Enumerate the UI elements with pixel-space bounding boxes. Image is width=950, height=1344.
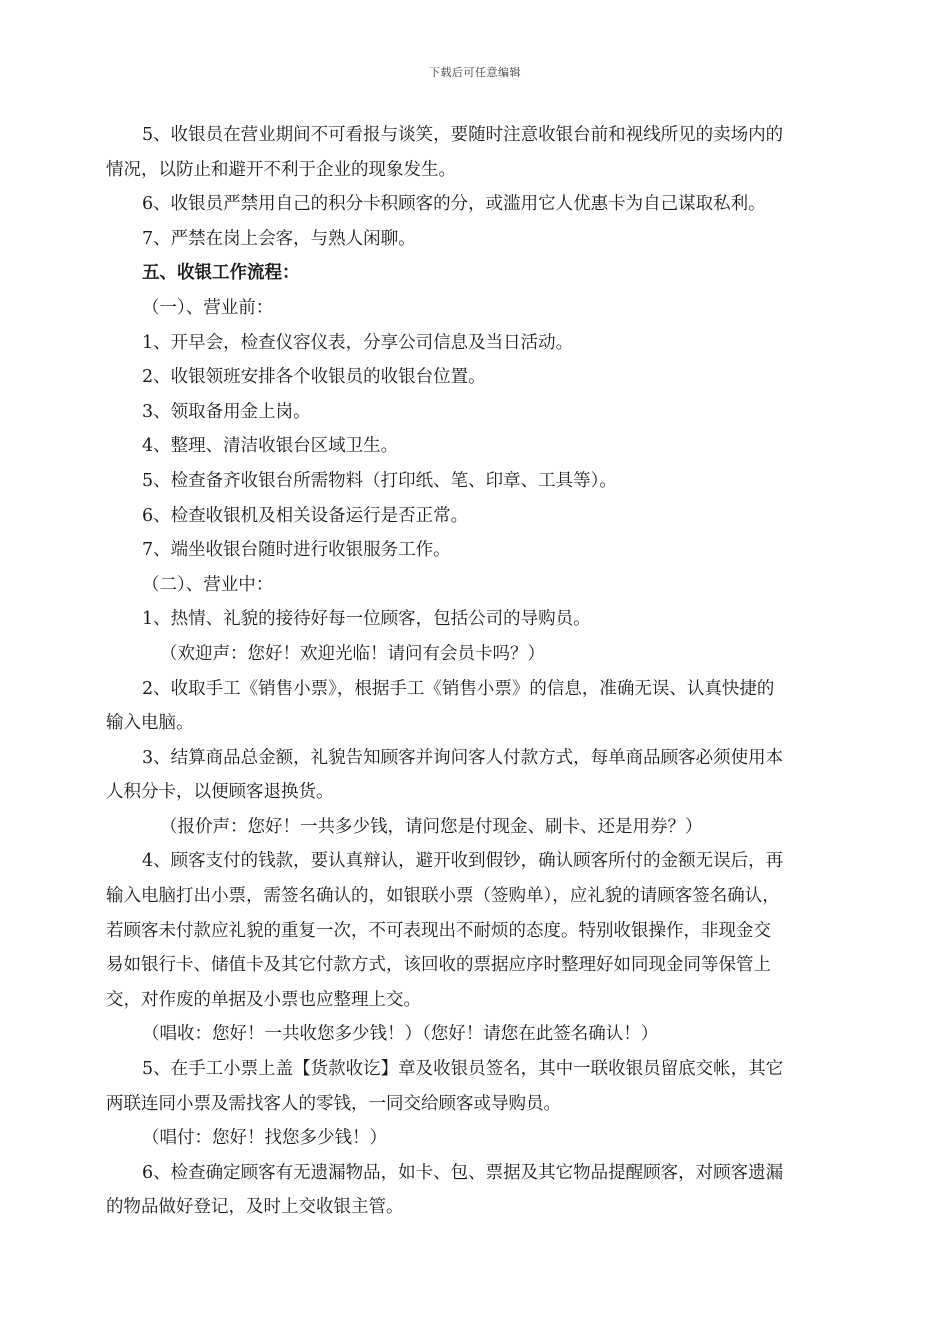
list-item: 3、领取备用金上岗。 [142, 401, 311, 422]
paragraph-line: 交，对作废的单据及小票也应整理上交。 [106, 989, 421, 1010]
page-header: 下载后可任意编辑 [429, 66, 521, 79]
script-note: （唱付：您好！找您多少钱！） [142, 1128, 387, 1149]
list-item: 2、收取手工《销售小票》，根据手工《销售小票》的信息，准确无误、认真快捷的 [142, 678, 775, 699]
paragraph-line: 输入电脑。 [106, 713, 194, 734]
paragraph-line: 的物品做好登记，及时上交收银主管。 [106, 1197, 404, 1218]
subsection-heading: （一）、营业前： [142, 297, 274, 318]
script-note: （报价声：您好！一共多少钱，请问您是付现金、刷卡、还是用券？） [160, 816, 703, 837]
subsection-heading: （二）、营业中： [142, 574, 274, 595]
list-item: 6、检查收银机及相关设备运行是否正常。 [142, 505, 469, 526]
list-item: 2、收银领班安排各个收银员的收银台位置。 [142, 367, 486, 388]
list-item: 3、结算商品总金额，礼貌告知顾客并询问客人付款方式，每单商品顾客必须使用本 [142, 747, 784, 768]
document-body [106, 118, 846, 1225]
list-item: 6、检查确定顾客有无遗漏物品，如卡、包、票据及其它物品提醒顾客，对顾客遗漏 [142, 1162, 784, 1183]
paragraph-line: 两联连同小票及需找客人的零钱，一同交给顾客或导购员。 [106, 1093, 561, 1114]
paragraph-line: 情况，以防止和避开不利于企业的现象发生。 [106, 159, 456, 180]
list-item: 5、在手工小票上盖【货款收讫】章及收银员签名，其中一联收银员留底交帐，其它 [142, 1059, 784, 1080]
list-item: 7、端坐收银台随时进行收银服务工作。 [142, 540, 451, 561]
list-item: 4、整理、清洁收银台区域卫生。 [142, 436, 399, 457]
paragraph-line: 人积分卡，以便顾客退换货。 [106, 782, 334, 803]
paragraph-line: 5、收银员在营业期间不可看报与谈笑，要随时注意收银台前和视线所见的卖场内的 [142, 125, 784, 145]
list-item: 4、顾客支付的钱款，要认真辩认，避开收到假钞，确认顾客所付的金额无误后，再 [142, 851, 784, 872]
paragraph-line: 6、收银员严禁用自己的积分卡积顾客的分，或滥用它人优惠卡为自己谋取私利。 [142, 194, 766, 215]
section-heading: 五、收银工作流程： [142, 263, 300, 284]
list-item: 1、开早会，检查仪容仪表，分享公司信息及当日活动。 [142, 332, 574, 353]
script-note: （欢迎声：您好！欢迎光临！请问有会员卡吗？） [160, 643, 545, 664]
paragraph-line: 7、严禁在岗上会客，与熟人闲聊。 [142, 228, 416, 249]
paragraph-line: 易如银行卡、储值卡及其它付款方式，该回收的票据应序时整理好如同现金同等保管上 [106, 955, 771, 976]
list-item: 1、热情、礼貌的接待好每一位顾客，包括公司的导购员。 [142, 609, 591, 630]
list-item: 5、检查备齐收银台所需物料（打印纸、笔、印章、工具等）。 [142, 470, 617, 491]
paragraph-line: 输入电脑打出小票，需签名确认的，如银联小票（签购单），应礼貌的请顾客签名确认， [106, 886, 780, 907]
paragraph-line: 若顾客未付款应礼貌的重复一次，不可表现出不耐烦的态度。特别收银操作，非现金交 [106, 920, 771, 941]
script-note: （唱收：您好！一共收您多少钱！）（您好！请您在此签名确认！） [142, 1024, 659, 1045]
